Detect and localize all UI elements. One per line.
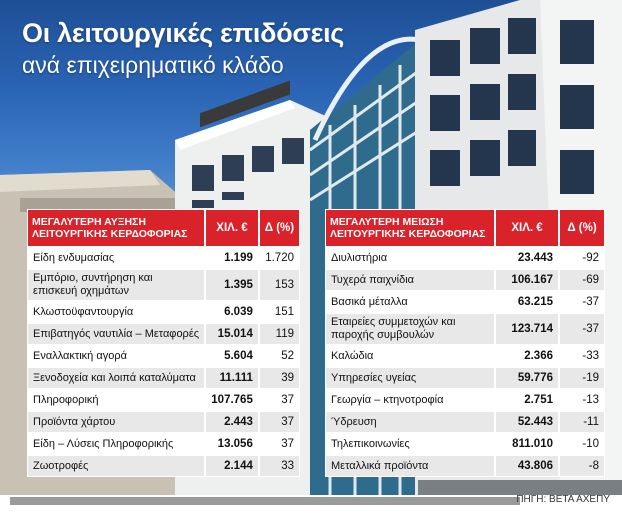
sector-name: Επιβατηγός ναυτιλία – Μεταφορές <box>28 322 206 344</box>
table-row <box>326 312 604 344</box>
decrease-table <box>326 210 604 476</box>
page-title: Οι λειτουργικές επιδόσεις <box>22 18 345 48</box>
value-cell: 1.199 <box>206 246 260 268</box>
table-header-row <box>326 210 604 246</box>
table-body <box>326 246 604 476</box>
change-cell: -13 <box>560 388 604 410</box>
change-cell: 1.720 <box>260 246 299 268</box>
sector-name: Υπηρεσίες υγείας <box>326 366 496 388</box>
value-cell: 6.039 <box>206 300 260 322</box>
value-cell: 2.144 <box>206 454 260 476</box>
table-row <box>28 366 299 388</box>
table-row <box>326 454 604 476</box>
table-row <box>326 268 604 290</box>
table-row <box>326 388 604 410</box>
change-cell: 151 <box>260 300 299 322</box>
value-cell: 63.215 <box>496 290 560 312</box>
value-cell: 2.366 <box>496 344 560 366</box>
change-cell: -69 <box>560 268 604 290</box>
table-row <box>326 290 604 312</box>
value-cell: 59.776 <box>496 366 560 388</box>
sector-name: Εναλλακτική αγορά <box>28 344 206 366</box>
table-header-row <box>28 210 299 246</box>
change-cell: 153 <box>260 268 299 300</box>
table-row <box>326 366 604 388</box>
header-value: ΧΙΛ. € <box>496 210 560 246</box>
table-row <box>28 454 299 476</box>
sector-name: Είδη – Λύσεις Πληροφορικής <box>28 432 206 454</box>
sector-name: Είδη ενδυμασίας <box>28 246 206 268</box>
change-cell: -10 <box>560 432 604 454</box>
table-row <box>326 410 604 432</box>
change-cell: -8 <box>560 454 604 476</box>
table-row <box>28 410 299 432</box>
change-cell: 37 <box>260 388 299 410</box>
value-cell: 106.167 <box>496 268 560 290</box>
sector-name: Ξενοδοχεία και λοιπά καταλύματα <box>28 366 206 388</box>
sector-name: Κλωστοϋφαντουργία <box>28 300 206 322</box>
sector-name: Γεωργία – κτηνοτροφία <box>326 388 496 410</box>
change-cell: -92 <box>560 246 604 268</box>
sector-name: Εμπόριο, συντήρηση και επισκευή οχημάτων <box>28 268 206 300</box>
change-cell: -37 <box>560 290 604 312</box>
header-sector <box>326 210 496 246</box>
table-row <box>326 246 604 268</box>
header-sector <box>28 210 206 246</box>
change-cell: 33 <box>260 454 299 476</box>
table-row <box>28 246 299 268</box>
value-cell: 23.443 <box>496 246 560 268</box>
change-cell: -19 <box>560 366 604 388</box>
sector-name: Πληροφορική <box>28 388 206 410</box>
change-cell: 37 <box>260 410 299 432</box>
value-cell: 107.765 <box>206 388 260 410</box>
value-cell: 123.714 <box>496 312 560 344</box>
table-row <box>326 432 604 454</box>
header-line: ΛΕΙΤΟΥΡΓΙΚΗΣ ΚΕΡΔΟΦΟΡΙΑΣ <box>330 228 486 240</box>
change-cell: -37 <box>560 312 604 344</box>
change-cell: -33 <box>560 344 604 366</box>
value-cell: 13.056 <box>206 432 260 454</box>
value-cell: 11.111 <box>206 366 260 388</box>
table-row <box>28 432 299 454</box>
sector-name: Καλώδια <box>326 344 496 366</box>
table-row <box>28 322 299 344</box>
sector-name: Προϊόντα χάρτου <box>28 410 206 432</box>
value-cell: 5.604 <box>206 344 260 366</box>
header-line: ΜΕΓΑΛΥΤΕΡΗ ΜΕΙΩΣΗ <box>330 216 444 228</box>
table-row <box>326 344 604 366</box>
sector-name: Ύδρευση <box>326 410 496 432</box>
sector-name: Εταιρείες συμμετοχών και παροχής συμβουλών <box>326 312 496 344</box>
value-cell: 2.751 <box>496 388 560 410</box>
header-line: ΜΕΓΑΛΥΤΕΡΗ ΑΥΞΗΣΗ <box>32 216 146 228</box>
sector-name: Διυλιστήρια <box>326 246 496 268</box>
change-cell: 119 <box>260 322 299 344</box>
change-cell: 37 <box>260 432 299 454</box>
change-cell: 52 <box>260 344 299 366</box>
table-row <box>28 268 299 300</box>
header-value: ΧΙΛ. € <box>206 210 260 246</box>
change-cell: -11 <box>560 410 604 432</box>
page-subtitle: ανά επιχειρηματικό κλάδο <box>22 52 284 78</box>
header-line: ΛΕΙΤΟΥΡΓΙΚΗΣ ΚΕΡΔΟΦΟΡΙΑΣ <box>32 228 188 240</box>
table-row <box>28 344 299 366</box>
sector-name: Μεταλλικά προϊόντα <box>326 454 496 476</box>
table-body <box>28 246 299 476</box>
change-cell: 39 <box>260 366 299 388</box>
value-cell: 52.443 <box>496 410 560 432</box>
footer-bar <box>10 497 520 505</box>
sector-name: Βασικά μέταλλα <box>326 290 496 312</box>
header-change: Δ (%) <box>560 210 604 246</box>
value-cell: 2.443 <box>206 410 260 432</box>
value-cell: 1.395 <box>206 268 260 300</box>
sector-name: Τηλεπικοινωνίες <box>326 432 496 454</box>
table-row <box>28 300 299 322</box>
table-row <box>28 388 299 410</box>
increase-table <box>28 210 299 476</box>
sector-name: Ζωοτροφές <box>28 454 206 476</box>
sector-name: Τυχερά παιχνίδια <box>326 268 496 290</box>
source-note: ΠΗΓΗ: ΒΕΤΑ ΑΧΕΠΥ <box>516 494 610 505</box>
value-cell: 15.014 <box>206 322 260 344</box>
header-change: Δ (%) <box>260 210 299 246</box>
value-cell: 811.010 <box>496 432 560 454</box>
value-cell: 43.806 <box>496 454 560 476</box>
